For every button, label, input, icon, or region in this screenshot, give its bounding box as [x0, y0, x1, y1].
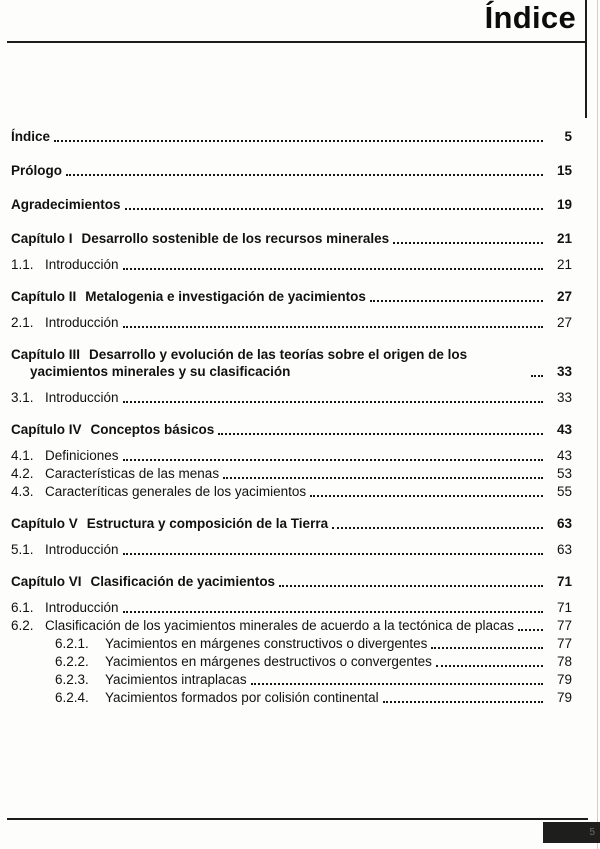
- dot-leader: [310, 495, 543, 497]
- toc-entry-page: 33: [556, 390, 572, 405]
- corner-vertical-line: [585, 0, 587, 118]
- toc-entry-page: 78: [556, 654, 572, 669]
- toc-entry: [11, 288, 572, 305]
- dot-leader: [436, 665, 543, 667]
- dot-leader: [123, 459, 543, 461]
- footer-rule: [7, 818, 588, 820]
- toc-entry: [11, 573, 572, 590]
- toc-entry-number: 3.1.: [11, 390, 34, 405]
- dot-leader: [66, 174, 543, 176]
- dot-leader: [518, 629, 543, 631]
- dot-leader: [531, 375, 543, 377]
- toc-entry: [55, 653, 572, 670]
- toc-entry-title: Clasificación de yacimientos: [90, 574, 276, 589]
- toc-entry: [55, 635, 572, 652]
- scan-page-edge: [597, 0, 598, 849]
- toc-entry-number: Capítulo VI: [11, 574, 82, 589]
- dot-leader: [223, 477, 543, 479]
- toc-entry-number: Capítulo II: [11, 289, 77, 304]
- toc-entry-number: 6.2.3.: [55, 672, 89, 687]
- toc-entry-title: Metalogenia e investigación de yacimientos: [85, 289, 366, 304]
- toc-entry-title: Introducción: [45, 600, 119, 615]
- toc-entry-title: Introducción: [45, 390, 119, 405]
- toc-entry-text: [55, 653, 432, 670]
- toc-entry-page: 71: [556, 600, 572, 615]
- toc-entry: [11, 483, 572, 500]
- toc-entry-page: 19: [556, 197, 572, 212]
- dot-leader: [123, 268, 543, 270]
- dot-leader: [123, 611, 543, 613]
- toc-entry: [11, 617, 572, 634]
- toc-entry-title: Introducción: [45, 542, 119, 557]
- toc-entry-number: 4.2.: [11, 466, 34, 481]
- toc-entry-text: [11, 256, 119, 273]
- toc-entry-text: [11, 128, 50, 145]
- toc-entry: [11, 128, 572, 145]
- toc-entry: [11, 314, 572, 331]
- dot-leader: [393, 242, 543, 244]
- toc-entry-text: [55, 689, 379, 706]
- toc-entry-page: 15: [556, 163, 572, 178]
- toc-entry: [11, 196, 572, 213]
- toc-entry-page: 63: [556, 542, 572, 557]
- toc-entry-number: Capítulo I: [11, 231, 73, 246]
- toc-entry-number: 1.1.: [11, 257, 34, 272]
- toc-entry-page: 21: [556, 231, 572, 246]
- toc-entry-title: Yacimientos intraplacas: [105, 672, 247, 687]
- dot-leader: [123, 326, 543, 328]
- dot-leader: [431, 647, 543, 649]
- toc-entry-title: Agradecimientos: [11, 197, 121, 212]
- toc-entry: [11, 230, 572, 247]
- toc-entry: [11, 541, 572, 558]
- toc-entry-title: Yacimientos en márgenes destructivos o convergentes: [105, 654, 432, 669]
- toc-entry-text: [11, 515, 328, 532]
- toc-entry-number: 6.2.: [11, 618, 34, 633]
- toc-entry: [11, 421, 572, 438]
- toc-entry-title: Características de las menas: [45, 466, 220, 481]
- toc-entry-page: 5: [564, 129, 572, 144]
- toc-entry: [11, 599, 572, 616]
- toc-entry-title: Introducción: [45, 315, 119, 330]
- toc-entry-text: [11, 288, 366, 305]
- toc-entry: [55, 671, 572, 688]
- dot-leader: [123, 553, 543, 555]
- toc-entry-page: 27: [556, 315, 572, 330]
- toc-entry-text: [55, 671, 247, 688]
- toc-entry-text: [11, 447, 119, 464]
- page-title: Índice: [484, 0, 576, 35]
- toc-entry-text: [11, 421, 214, 438]
- toc-entry-text: [11, 230, 389, 247]
- toc-entry-title: Yacimientos en márgenes constructivos o divergentes: [105, 636, 428, 651]
- toc-entry-text: [11, 599, 119, 616]
- dot-leader: [383, 701, 543, 703]
- toc-entry-page: 77: [556, 636, 572, 651]
- toc-entry-title: Prólogo: [11, 163, 62, 178]
- dot-leader: [370, 300, 543, 302]
- toc-entry-page: 43: [556, 422, 572, 437]
- toc-entry-text: [11, 483, 306, 500]
- toc-entry-page: 77: [556, 618, 572, 633]
- toc-entry-text: [11, 465, 219, 482]
- toc-entry-text: [11, 346, 527, 380]
- footer-page-number: 5: [589, 827, 595, 838]
- toc-entry-number: 6.1.: [11, 600, 34, 615]
- toc-entry-number: Capítulo V: [11, 516, 78, 531]
- dot-leader: [218, 433, 543, 435]
- toc-entry-text: [11, 389, 119, 406]
- toc-entry-text: [11, 541, 119, 558]
- toc-entry-number: 4.1.: [11, 448, 34, 463]
- toc-entry-page: 43: [556, 448, 572, 463]
- dot-leader: [54, 140, 543, 142]
- toc-entry-title: Desarrollo y evolución de las teorías sobre el origen de los yacimientos minerales y su clasificación: [30, 347, 468, 379]
- dot-leader: [332, 527, 543, 529]
- toc-entry-title: Clasificación de los yacimientos minerales de acuerdo a la tectónica de placas: [45, 618, 514, 633]
- toc-entry: [11, 162, 572, 179]
- toc-entry: [11, 447, 572, 464]
- toc-entry-number: 5.1.: [11, 542, 34, 557]
- dot-leader: [123, 401, 543, 403]
- toc-entry-number: 2.1.: [11, 315, 34, 330]
- dot-leader: [279, 585, 543, 587]
- toc-entry-title: Caracteríticas generales de los yacimientos: [45, 484, 307, 499]
- toc-entry-title: Conceptos básicos: [90, 422, 215, 437]
- toc-entry: [55, 689, 572, 706]
- toc-entry: [11, 346, 572, 380]
- toc-entry-text: [11, 314, 119, 331]
- page-number-badge: [543, 822, 600, 843]
- toc-entry-text: [55, 635, 427, 652]
- toc-entry-text: [11, 617, 514, 634]
- toc-entry-page: 33: [556, 364, 572, 379]
- toc-entry-title: Introducción: [45, 257, 119, 272]
- header-rule: [7, 41, 586, 43]
- toc-entry-title: Estructura y composición de la Tierra: [86, 516, 329, 531]
- toc-entry-number: Capítulo III: [11, 347, 80, 362]
- toc-entry: [11, 465, 572, 482]
- toc-entry: [11, 256, 572, 273]
- toc-entry-page: 53: [556, 466, 572, 481]
- toc-entry: [11, 515, 572, 532]
- toc-list: [11, 128, 572, 707]
- toc-entry-page: 71: [556, 574, 572, 589]
- toc-entry-text: [11, 196, 121, 213]
- toc-entry-number: 6.2.2.: [55, 654, 89, 669]
- toc-entry-number: 4.3.: [11, 484, 34, 499]
- toc-entry-title: Yacimientos formados por colisión continental: [105, 690, 379, 705]
- toc-entry-text: [11, 162, 62, 179]
- toc-entry-text: [11, 573, 275, 590]
- toc-entry: [11, 389, 572, 406]
- toc-entry-page: 27: [556, 289, 572, 304]
- toc-entry-number: Capítulo IV: [11, 422, 82, 437]
- toc-entry-page: 79: [556, 690, 572, 705]
- toc-entry-title: Definiciones: [45, 448, 119, 463]
- toc-entry-page: 79: [556, 672, 572, 687]
- toc-entry-title: Desarrollo sostenible de los recursos minerales: [81, 231, 390, 246]
- toc-entry-number: 6.2.4.: [55, 690, 89, 705]
- toc-entry-title: Índice: [11, 129, 51, 144]
- toc-entry-number: 6.2.1.: [55, 636, 89, 651]
- toc-entry-page: 63: [556, 516, 572, 531]
- dot-leader: [251, 683, 543, 685]
- toc-entry-page: 21: [556, 257, 572, 272]
- toc-entry-page: 55: [556, 484, 572, 499]
- dot-leader: [125, 208, 543, 210]
